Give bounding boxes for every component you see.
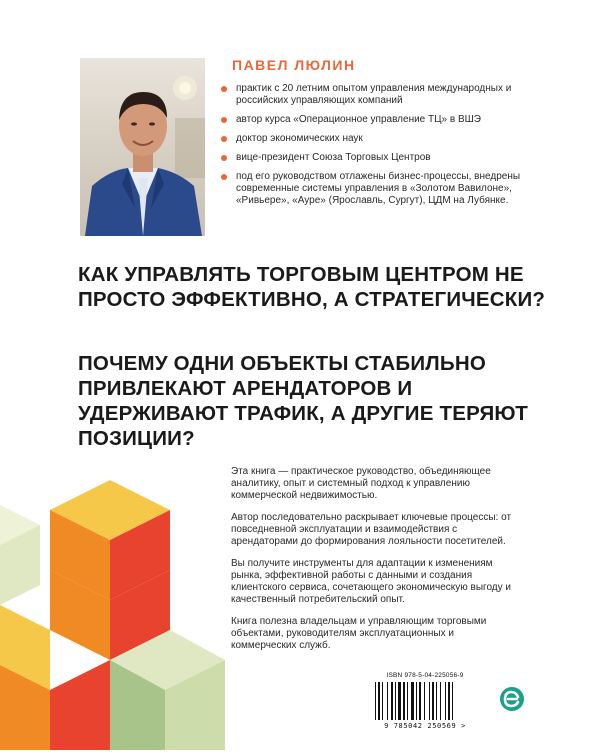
barcode-bar: [452, 682, 453, 720]
eksmo-e-logo-icon: [499, 686, 525, 717]
bio-item: [221, 114, 521, 126]
isbn-label: ISBN 978-5-04-225056-9: [386, 672, 464, 679]
description-paragraph: Эта книга — практическое руководство, объединяющее аналитику, опыт и системный подход к управлению коммерческой недвижимостью.: [231, 466, 491, 501]
orange-dot-icon: [221, 117, 227, 123]
author-bio-list: [221, 83, 521, 214]
headline-question-1: КАК УПРАВЛЯТЬ ТОРГОВЫМ ЦЕНТРОМ НЕ ПРОСТО ЭФФЕКТИВНО, А СТРАТЕГИЧЕСКИ?: [78, 263, 546, 311]
orange-dot-icon: [221, 86, 227, 92]
barcode-bars: [373, 682, 477, 722]
barcode-bar: [424, 682, 425, 720]
barcode-bar: [411, 682, 414, 720]
barcode-bar: [445, 682, 446, 720]
barcode-bar: [382, 682, 383, 720]
orange-dot-icon: [221, 174, 227, 180]
barcode-bar: [403, 682, 405, 720]
barcode-digits: 9 785042 250569 >: [384, 722, 466, 730]
headline-question-2: ПОЧЕМУ ОДНИ ОБЪЕКТЫ СТАБИЛЬНО ПРИВЛЕКАЮТ АРЕНДАТОРОВ И УДЕРЖИВАЮТ ТРАФИК, А ДРУГИЕ ТЕРЯЮТ ПОЗИЦИИ?: [78, 352, 528, 450]
bio-item-text: практик с 20 летним опытом управления международных и российских управляющих компаний: [236, 83, 512, 106]
bio-item: [221, 171, 521, 207]
barcode-bar: [448, 682, 450, 720]
bio-item: [221, 152, 521, 164]
description-paragraph: Вы получите инструменты для адаптации к изменениям рынка, эффективной работы с данными и создания клиентского сервиса, сочетающего экономическую выгоду и качественный потребительский опыт.: [231, 558, 511, 605]
barcode-bar: [407, 682, 408, 720]
bio-item: [221, 133, 521, 145]
barcode-bar: [375, 682, 376, 720]
bio-item-text: под его руководством отлажены бизнес-процессы, внедрены современные системы управления в «Золотом Вавилоне», «Ривьере», «Ауре» (Ярославль, Сургут), ЦДМ на Лубянке.: [236, 171, 521, 206]
barcode-bar: [391, 682, 393, 720]
barcode-bar: [432, 682, 434, 720]
description-paragraph: Автор последовательно раскрывает ключевые процессы: от повседневной эксплуатации и взаимодействия с арендаторами до формирования лояльности посетителей.: [231, 512, 512, 547]
bio-item-text: вице-президент Союза Торговых Центров: [236, 152, 431, 163]
barcode-bar: [440, 682, 441, 720]
orange-dot-icon: [221, 136, 227, 142]
barcode-bar: [416, 682, 417, 720]
isbn-barcode: [371, 672, 479, 734]
author-name: ПАВЕЛ ЛЮЛИН: [232, 57, 356, 73]
barcode-bar: [378, 682, 380, 720]
author-photo: [80, 58, 205, 236]
barcode-bar: [429, 682, 430, 720]
barcode-bar: [398, 682, 401, 720]
decorative-cubes-graphic: [0, 470, 225, 755]
bio-item: [221, 83, 521, 107]
bio-item-text: автор курса «Операционное управление ТЦ» в ВШЭ: [236, 114, 481, 125]
barcode-bar: [395, 682, 396, 720]
barcode-bar: [387, 682, 388, 720]
book-description: [231, 466, 521, 662]
barcode-bar: [419, 682, 421, 720]
description-paragraph: Книга полезна владельцам и управляющим торговыми объектами, руководителям эксплуатационных и коммерческих служб.: [231, 616, 487, 651]
barcode-bar: [436, 682, 437, 720]
orange-dot-icon: [221, 155, 227, 161]
bio-item-text: доктор экономических наук: [236, 133, 363, 144]
